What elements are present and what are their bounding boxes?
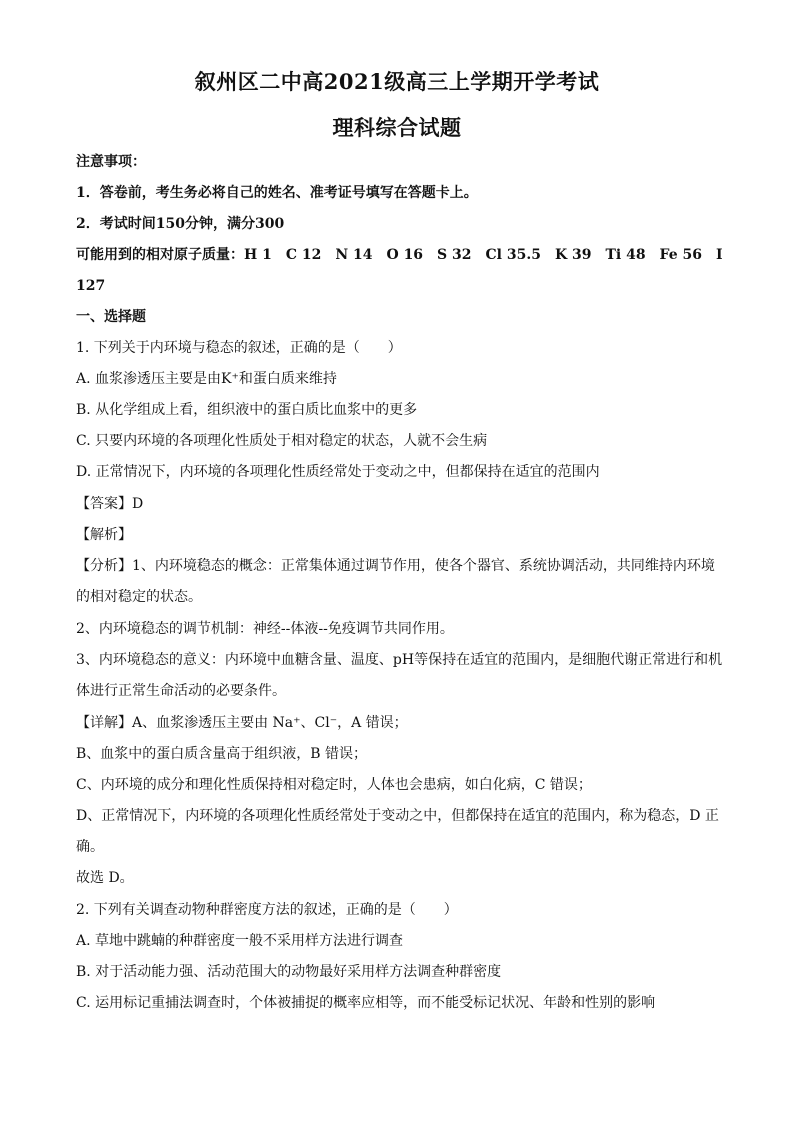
- section-heading: 一、选择题: [76, 309, 146, 325]
- atomic-mass-line-2: 127: [76, 278, 106, 294]
- q1-option-d: D. 正常情况下，内环境的各项理化性质经常处于变动之中，但都保持在适宜的范围内: [76, 464, 600, 480]
- q1-analysis-label: 【解析】: [76, 527, 132, 543]
- exam-subtitle: 理科综合试题: [332, 115, 462, 140]
- q1-xiangjie-b: B、血浆中的蛋白质含量高于组织液，B 错误；: [76, 746, 368, 762]
- q2-option-c: C. 运用标记重捕法调查时，个体被捕捉的概率应相等，而不能受标记状况、年龄和性别的影响: [76, 995, 656, 1011]
- notes-item-1: 1．答卷前，考生务必将自己的姓名、准考证号填写在答题卡上。: [76, 185, 478, 201]
- notes-heading: 注意事项：: [76, 154, 146, 170]
- q1-xiangjie-c: C、内环境的成分和理化性质保持相对稳定时，人体也会患病，如白化病，C 错误；: [76, 777, 592, 793]
- q2-option-a: A. 草地中跳蝻的种群密度一般不采用样方法进行调查: [76, 933, 404, 949]
- q1-option-c: C. 只要内环境的各项理化性质处于相对稳定的状态，人就不会生病: [76, 433, 488, 449]
- q1-fenxi-2: 2、内环境稳态的调节机制：神经--体液--免疫调节共同作用。: [76, 621, 454, 637]
- q1-fenxi-1: 【分析】1、内环境稳态的概念：正常集体通过调节作用，使各个器官、系统协调活动，共同维持内环境: [76, 558, 715, 574]
- q1-stem: 1. 下列关于内环境与稳态的叙述，正确的是（ ）: [76, 340, 402, 356]
- exam-title: 叙州区二中高2021级高三上学期开学考试: [194, 69, 600, 94]
- q1-xiangjie-a: 【详解】A、血浆渗透压主要由 Na⁺、Cl⁻，A 错误；: [76, 715, 408, 731]
- notes-item-2: 2．考试时间150分钟，满分300: [76, 216, 285, 232]
- q1-answer: 【答案】D: [76, 496, 144, 512]
- q2-stem: 2. 下列有关调查动物种群密度方法的叙述，正确的是（ ）: [76, 902, 458, 918]
- q1-fenxi-3b: 体进行正常生命活动的必要条件。: [76, 683, 286, 699]
- atomic-mass-line-1: 可能用到的相对原子质量：H 1 C 12 N 14 O 16 S 32 Cl 35.5 K 39 Ti 48 Fe 56 I: [76, 247, 723, 263]
- q1-xiangjie-d: D、正常情况下，内环境的各项理化性质经常处于变动之中，但都保持在适宜的范围内，称为稳态，D 正: [76, 808, 719, 824]
- q1-option-b: B. 从化学组成上看，组织液中的蛋白质比血浆中的更多: [76, 402, 418, 418]
- q1-fenxi-1b: 的相对稳定的状态。: [76, 589, 202, 605]
- q1-xiangjie-d-cont: 确。: [76, 839, 104, 855]
- q2-option-b: B. 对于活动能力强、活动范围大的动物最好采用样方法调查种群密度: [76, 964, 502, 980]
- q1-option-a: A. 血浆渗透压主要是由K⁺和蛋白质来维持: [76, 371, 337, 387]
- q1-fenxi-3: 3、内环境稳态的意义：内环境中血糖含量、温度、pH等保持在适宜的范围内，是细胞代谢正常进行和机: [76, 652, 723, 668]
- q1-conclusion: 故选 D。: [76, 870, 134, 886]
